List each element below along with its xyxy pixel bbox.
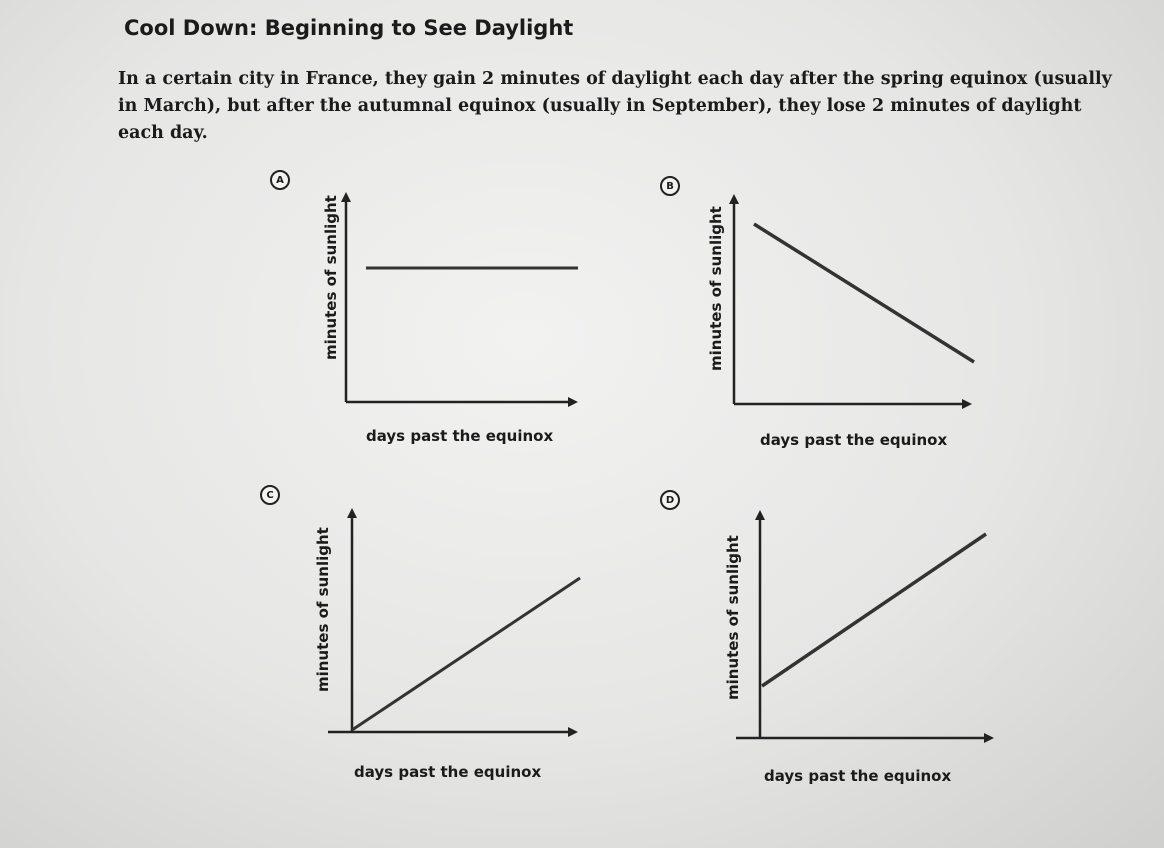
x-axis-arrow-icon [984,733,994,743]
graph-line [352,578,580,730]
y-axis-label: minutes of sunlight [724,535,742,700]
x-axis-label: days past the equinox [354,763,542,781]
graph-c-plot [260,480,590,790]
y-axis-label: minutes of sunlight [707,206,725,371]
y-axis-arrow-icon [755,510,765,520]
y-axis-arrow-icon [729,194,739,204]
option-badge-b[interactable]: B [660,176,680,196]
x-axis-arrow-icon [568,397,578,407]
graph-a[interactable] [270,170,590,460]
graph-d-plot [660,480,1000,790]
problem-statement: In a certain city in France, they gain 2 minutes of daylight each day after the spring equinox (usually in March), but after the autumnal equinox (usually in September), they lose 2 minutes of daylight each day. [118,69,1112,143]
graph-b[interactable] [660,170,990,460]
y-axis-arrow-icon [347,508,357,518]
graph-a-plot [270,170,590,460]
y-axis-label: minutes of sunlight [314,527,332,692]
option-badge-d[interactable]: D [660,490,680,510]
page-title: Cool Down: Beginning to See Daylight [124,16,574,40]
x-axis-label: days past the equinox [764,767,952,785]
x-axis-arrow-icon [962,399,972,409]
graph-c[interactable] [260,480,590,790]
x-axis-label: days past the equinox [366,427,554,445]
graph-d[interactable] [660,480,1000,790]
y-axis-arrow-icon [341,192,351,202]
y-axis-label: minutes of sunlight [322,195,340,360]
graph-b-plot [660,170,990,460]
option-badge-a[interactable]: A [270,170,290,190]
graph-line [762,534,986,686]
option-badge-c[interactable]: C [260,485,280,505]
x-axis-arrow-icon [568,727,578,737]
graph-line [754,224,974,362]
x-axis-label: days past the equinox [760,431,948,449]
